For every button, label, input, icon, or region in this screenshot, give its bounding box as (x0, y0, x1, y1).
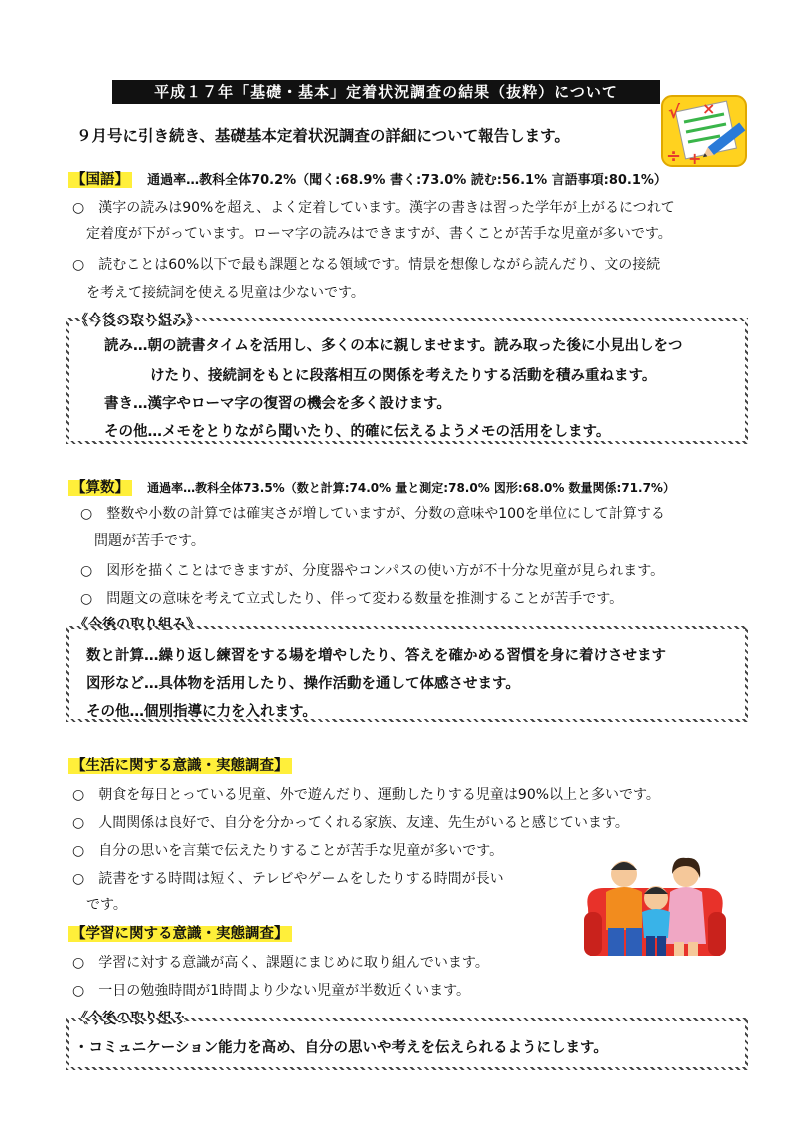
seikatsu-point: ○ 読書をする時間は短く、テレビやゲームをしたりする時間が長い (72, 871, 504, 887)
kokugo-section (68, 168, 667, 189)
kokugo-future-item: けたり、接続詞をもとに段落相互の関係を考えたりする活動を積み重ねます。 (150, 368, 657, 384)
sansu-point: 問題が苦手です。 (80, 533, 205, 549)
seikatsu-point: ○ 朝食を毎日とっている児童、外で遊んだり、運動したりする児童は90%以上と多いです。 (72, 787, 660, 803)
svg-text:+: + (688, 149, 702, 168)
page-title: 平成１７年「基礎・基本」定着状況調査の結果（抜粋）について (112, 80, 660, 104)
sansu-future-heading: 《今後の取り組み》 (74, 617, 200, 633)
sansu-point: ○ 整数や小数の計算では確実さが増していますが、分数の意味や100を単位にして計算する (80, 506, 665, 522)
kokugo-point: を考えて接続詞を使える児童は少ないです。 (72, 285, 365, 301)
gakushu-point: ○ 学習に対する意識が高く、課題にまじめに取り組んでいます。 (72, 955, 489, 971)
sansu-future-item: 図形など…具体物を活用したり、操作活動を通して体感させます。 (86, 676, 520, 692)
seikatsu-label: 【生活に関する意識・実態調査】 (68, 758, 292, 774)
sansu-stats: 通過率…教科全体73.5%（数と計算:74.0% 量と測定:78.0% 図形:68.0% 数量関係:71.7%） (147, 481, 675, 495)
math-symbols-pencil-icon (658, 92, 750, 170)
seikatsu-point: ○ 人間関係は良好で、自分を分かってくれる家族、友達、先生がいると感じています。 (72, 815, 629, 831)
intro-text: ９月号に引き続き、基礎基本定着状況調査の詳細について報告します。 (76, 127, 570, 145)
svg-text:×: × (702, 99, 716, 118)
seikatsu-point: です。 (72, 897, 127, 913)
svg-text:√: √ (668, 102, 681, 123)
kokugo-future-heading: 《今後の取り組み》 (74, 313, 200, 329)
kokugo-point: 定着度が下がっています。ローマ字の読みはできますが、書くことが苦手な児童が多いです。 (72, 226, 672, 242)
svg-text:÷: ÷ (666, 146, 682, 167)
kokugo-future-item: 書き…漢字やローマ字の復習の機会を多く設けます。 (104, 396, 451, 412)
gakushu-future-heading: 《今後の取り組み (74, 1011, 186, 1027)
kokugo-label: 【国語】 (68, 172, 132, 188)
kokugo-stats: 通過率…教科全体70.2%（聞く:68.9% 書く:73.0% 読む:56.1% 言語事項:80.1%） (147, 173, 667, 188)
seikatsu-point: ○ 自分の思いを言葉で伝えたりすることが苦手な児童が多いです。 (72, 843, 504, 859)
sansu-point: ○ 問題文の意味を考えて立式したり、伴って変わる数量を推測することが苦手です。 (80, 591, 624, 607)
kokugo-point: ○ 読むことは60%以下で最も課題となる領域です。情景を想像しながら読んだり、文の接続 (72, 257, 661, 273)
kokugo-point: ○ 漢字の読みは90%を超え、よく定着しています。漢字の書きは習った学年が上がるにつれて (72, 200, 675, 216)
sansu-section (68, 476, 675, 497)
sansu-point: ○ 図形を描くことはできますが、分度器やコンパスの使い方が不十分な児童が見られます。 (80, 563, 665, 579)
sansu-future-item: その他…個別指導に力を入れます。 (86, 704, 317, 720)
gakushu-point: ○ 一日の勉強時間が1時間より少ない児童が半数近くいます。 (72, 983, 471, 999)
family-on-sofa-illustration (580, 848, 730, 960)
seikatsu-section (68, 754, 292, 775)
sansu-label: 【算数】 (68, 480, 132, 496)
gakushu-label: 【学習に関する意識・実態調査】 (68, 926, 292, 942)
gakushu-future-item: ・コミュニケーション能力を高め、自分の思いや考えを伝えられるようにします。 (74, 1040, 608, 1056)
kokugo-future-item: 読み…朝の読書タイムを活用し、多くの本に親しませます。読み取った後に小見出しをつ (104, 338, 683, 354)
gakushu-section (68, 922, 292, 943)
sansu-future-item: 数と計算…繰り返し練習をする場を増やしたり、答えを確かめる習慣を身に着けさせます (86, 648, 666, 664)
kokugo-future-item: その他…メモをとりながら聞いたり、的確に伝えるようメモの活用をします。 (104, 424, 611, 440)
